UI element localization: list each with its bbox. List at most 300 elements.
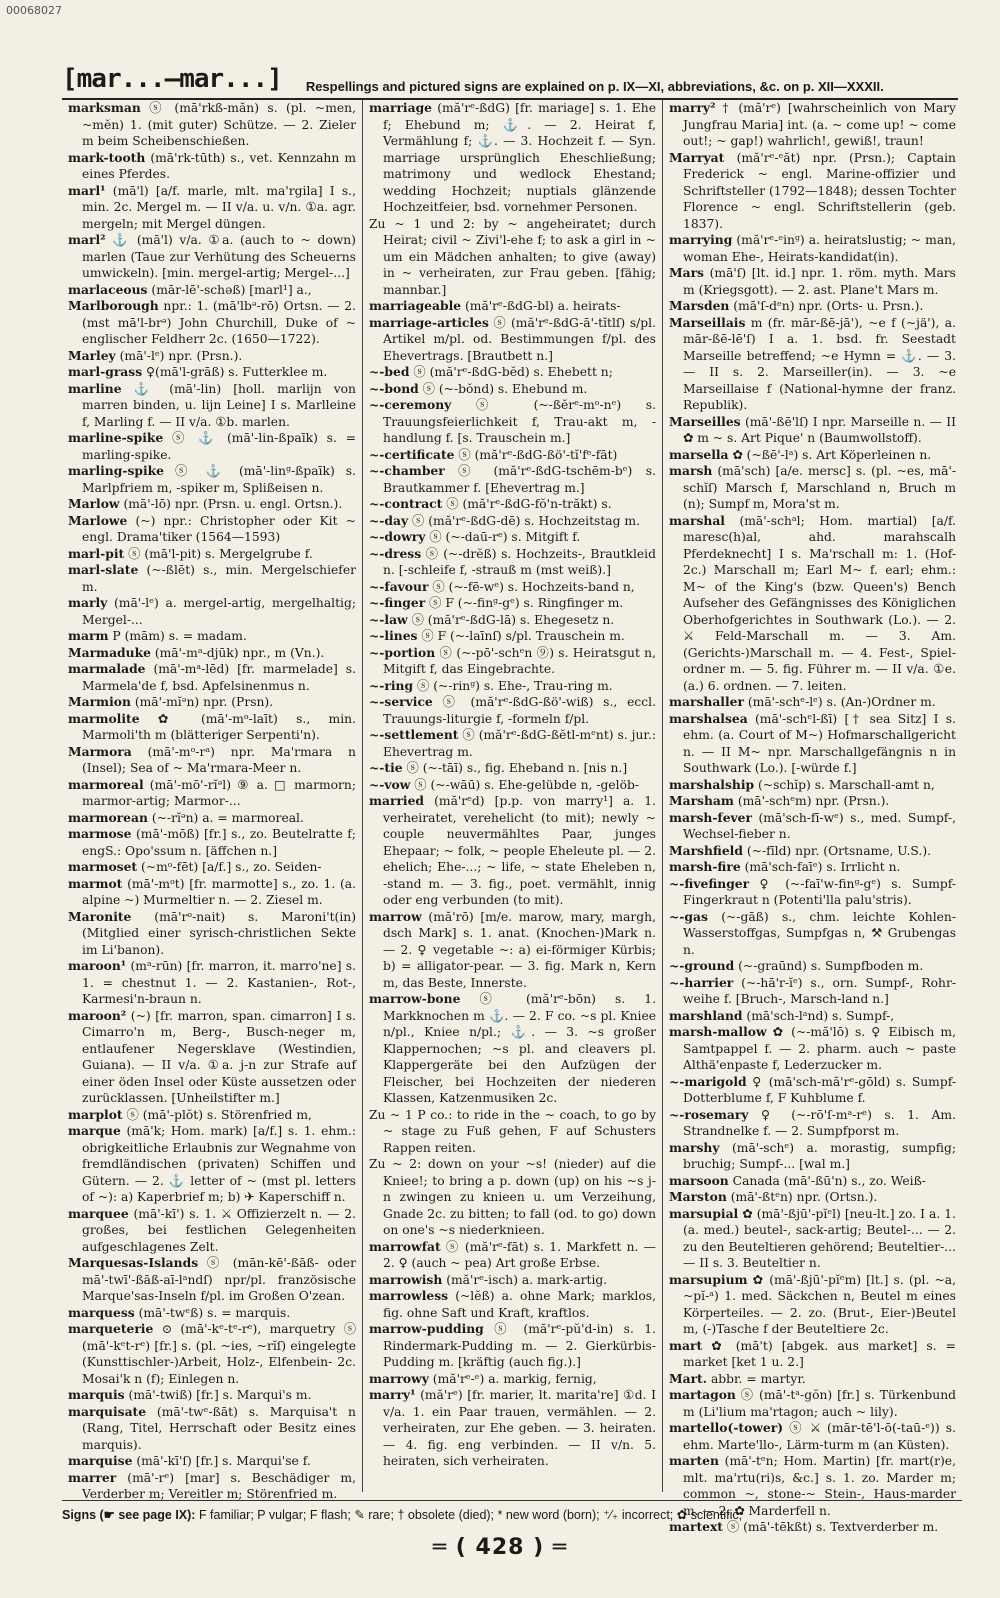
dictionary-entry (669, 314, 956, 414)
entry-headword: marsh-mallow (669, 1024, 767, 1039)
entry-headword: Marsham (669, 793, 734, 808)
entry-headword: marquess (68, 1304, 135, 1320)
entry-headword: ~-fivefinger (669, 875, 750, 891)
dictionary-entry (68, 463, 356, 496)
entry-headword: Marlow (68, 496, 120, 511)
entry-headword: marriage-articles (369, 314, 489, 330)
entry-headword: marsh (669, 463, 713, 478)
dictionary-entry (68, 232, 356, 282)
entry-definition: npr.: 1. (mā'lbᵊ-rō) Ortsn. — 2. (mst mā'l-brᵊ) John Churchill, Duke of ~ englischer Feldherr 2c. (1650—1722). (82, 299, 356, 346)
entry-definition: ⓢ (mā'rkß-măn) s. (pl. ~men, ~mĕn) 1. (mit guter) Schütze. — 2. Zieler m beim Scheibenschießen. (82, 101, 356, 148)
dictionary-entry (369, 628, 656, 645)
dictionary-entry (68, 1007, 356, 1107)
entry-headword: ~-settlement (369, 727, 459, 742)
entry-definition: P (mām) s. = madam. (112, 629, 247, 643)
header-note: Respellings and pictured signs are explained on p. IX—XI, abbreviations, &c. on p. XII—XXXII. (305, 79, 884, 94)
dictionary-entry (369, 644, 656, 678)
dictionary-entry (669, 842, 956, 860)
entry-definition: (~) [fr. marron, span. cimarron] I s. Cimarro'n m, Berg-, Busch-neger m, entlaufener Negersklave (Westindien, Guiana). — II v/a. ①a. j-n zur Strafe auf einer öden Insel oder Küste aussetzen oder zurücklassen. [Unheilstifter m.] (82, 1008, 356, 1105)
dictionary-entry (669, 1172, 956, 1190)
entry-headword: marshal (669, 512, 725, 528)
entry-definition: ⓢ (mă'rᵉ-ßdG-fŏ'n-trăkt) s. (446, 497, 612, 511)
entry-headword: marrowish (369, 1271, 443, 1287)
entry-headword: ~-certificate (369, 446, 455, 462)
entry-definition: (mār-lē'-schəß) [marl¹] a., (151, 282, 312, 297)
entry-definition: (mă'rᵉ-isch) a. mark-artig. (446, 1272, 608, 1287)
entry-definition: (mā'ſ-dᵉn) npr. (Orts- u. Prsn.). (733, 299, 924, 313)
entry-definition: (mᵃ-rūn) [fr. marron, it. marro'ne] s. 1. = chestnut 1. — 2. Kastanien-, Rot-, Karmesi'n-braun n. (82, 959, 356, 1006)
entry-definition: ✿ (mā't) [abgek. aus market] s. = market [ket 1 u. 2.] (683, 1338, 956, 1369)
entry-headword: marry¹ (369, 1387, 416, 1402)
dictionary-entry (369, 1238, 656, 1272)
dictionary-entry (68, 281, 356, 299)
entry-headword: marque (68, 1123, 121, 1138)
entry-definition: ⚓ (mā'l) v/a. ①a. (auch to ~ down) marlen (Taue zur Verhütung des Scheuerns umwickeln). [min. mergel-artig; Mergel-...] (82, 233, 356, 280)
dictionary-entry (669, 1271, 956, 1338)
dictionary-entry (669, 974, 956, 1008)
dictionary-entry (68, 562, 356, 595)
entry-headword: marrow (369, 908, 422, 924)
entry-definition: (mā'-schᵉ-lᵉ) s. (An-)Ordner m. (747, 695, 936, 709)
entry-headword: Marmora (68, 743, 132, 759)
dictionary-entry (369, 545, 656, 579)
dictionary-entry (369, 1271, 656, 1289)
entry-headword: marl-grass (68, 364, 143, 379)
dictionary-entry (68, 512, 356, 546)
dictionary-entry (669, 413, 956, 447)
dictionary-entry (68, 1403, 356, 1454)
dictionary-entry (669, 710, 956, 777)
dictionary-entry (369, 1107, 656, 1157)
entry-definition: ⓢ (mă'rᵉ-ßdG-lā) s. Ehegesetz n. (411, 612, 615, 627)
entry-headword: marrowless (369, 1288, 449, 1303)
entry-definition: ⓢ ⚓ (mā'-linᵍ-ßpaīk) s. Marlpfriem m, -spiker m, Splißeisen n. (82, 464, 356, 495)
entry-headword: ~-dress (369, 545, 422, 561)
entry-definition: ⚓ (mā'-lin) [holl. marlijn von marren binden, u. lijn Leine] I s. Marlleine f, Marling f. — II v/a. ①b. marlen. (82, 381, 356, 429)
entry-definition: (mā'-twᵉß) s. = marquis. (138, 1305, 291, 1320)
entry-definition: (mă'rᵉ-ßdG-bl) a. heirats- (464, 299, 621, 313)
entry-headword: marsoon (669, 1172, 729, 1188)
dictionary-entry (369, 512, 656, 530)
dictionary-entry (669, 958, 956, 975)
entry-definition: (mā'-twiß) [fr.] s. Marqui's m. (128, 1388, 312, 1402)
entry-definition: ♀ (~-faī'w-finᵍ-gᵉ) s. Sumpf-Fingerkraut n (Potenti'lla palu'stris). (683, 876, 956, 907)
entry-headword: marlaceous (68, 281, 148, 297)
entry-definition: (mā'-mᵃ-lēd) [fr. marmelade] s. Marmela'de f, bsd. Apfelsinenmus n. (82, 662, 356, 693)
dictionary-entry (369, 1156, 656, 1239)
dictionary-entry (669, 1139, 956, 1173)
entry-definition: (mā'l) [a/f. marle, mlt. ma'rgila] I s., min. 2c. Mergel m. — II v/a. u. v/n. ①a. agr. mergeln; mit Mergel düngen. (82, 183, 356, 231)
dictionary-entry (68, 1469, 356, 1503)
dictionary-entry (369, 694, 656, 727)
entry-headword: ~-day (369, 512, 409, 528)
entry-definition: (mā'-ßtᵉn) npr. (Ortsn.). (730, 1190, 878, 1204)
entry-definition: ⓢ F (~-finᵍ-gᵉ) s. Ringfinger m. (429, 596, 624, 610)
entry-definition: (mā'-tᵉn; Hom. Martin) [fr. mart(r)e, mlt. ma'rtu(ri)s, &c.] s. 1. zo. Marder m; common ~, stone-~ Stein-, Haus-marder m. — 2. ✿ Marderfell n. (683, 1454, 956, 1518)
entry-headword: Marryat (669, 149, 725, 165)
entry-definition: (mă'rᵉ) [fr. marier, lt. marita're] ①d. I v/a. 1. ein Paar trauen, vermählen. — 2. verheiraten, zur Ehe geben. — 3. heiraten. — 4. fig. eng verbinden. — II v/n. 5. heiraten, sich verheiraten. (383, 1388, 656, 1468)
entry-headword: Marmion (68, 694, 131, 709)
dictionary-entry (369, 1288, 656, 1321)
dictionary-entry (369, 677, 656, 695)
entry-definition: (mā'-twᵉ-ßāt) s. Marquisa't n (Rang, Titel, Herrschaft oder Besitz eines marquis). (82, 1404, 356, 1452)
entry-definition: ✿ (mā'-ßjū'-pĭᵉm) [lt.] s. (pl. ~a, ~pĭ-ᵃ) 1. med. Säckchen n, Beutel m eines Körperteiles. — 2. zo. (Brut-, Eier-)Beutel m, (-)Tasche f der Beuteltiere 2c. (683, 1272, 956, 1336)
entry-definition: m (fr. mār-ßē-jā'), ~e f (~jä'), a. mār-ßē-lē'ſ) I a. 1. bsd. fr. Seestadt Marseille betreffend; ~e Hymn = ⚓. — 3. — II s. 2. Marseiller(in). — 3. ~e Marseillaise f (National-hymne der franz. Republik). (683, 315, 956, 412)
entry-headword: Marston (669, 1189, 727, 1204)
entry-definition: (mā'-mᵒ-rᵃ) npr. Ma'rmara n (Insel); Sea of ~ Ma'rmara-Meer n. (82, 744, 356, 775)
entry-headword: marquis (68, 1387, 125, 1402)
entry-definition: ⓢ (mā'-tēkßt) s. Textverderber m. (726, 1520, 939, 1534)
entry-definition: (mā'-mĭᵊn) npr. (Prsn). (134, 695, 274, 709)
dictionary-entry (68, 1255, 356, 1305)
signs-legend (62, 1500, 962, 1522)
entry-definition: ⓢ (mă'rᵉ-ßdG-bĕd) s. Ehebett n; (413, 365, 613, 379)
entry-headword: marplot (68, 1106, 123, 1122)
entry-definition: ⓢ (~-bŏnd) s. Ehebund m. (422, 381, 588, 396)
dictionary-entry (68, 496, 356, 513)
entry-definition: (mā'ſ) [lt. id.] npr. 1. röm. myth. Mars m (Kriegsgott). — 2. ast. Plane't Mars m. (683, 266, 956, 297)
entry-headword: marquise (68, 1453, 133, 1468)
dictionary-entry (369, 760, 656, 777)
entry-headword: ~-gas (669, 908, 708, 924)
entry-definition: ⓢ (mă'rᵉ-ßdG-ßĕtl-mᵉnt) s. jur.: Ehevertrag m. (383, 728, 656, 759)
entry-definition: (mā'-schᵉ) a. morastig, sumpfig; bruchig; Sumpf-... [wal m.] (683, 1140, 956, 1171)
entry-definition: (mă'rᵉ-ßdG) [fr. mariage] s. 1. Ehe f; Ehebund m; ⚓. — 2. Heirat f, Vermählung f; ⚓. — 3. Hochzeit f. — Syn. marriage ursprünglich Eheschließung; matrimony und wedlock Ehestand; wedding Hochzeit; nuptials glänzende Hochzeitfeier, bsd. vornehmer Personen. (383, 101, 656, 214)
entry-headword: ~-chamber (369, 463, 445, 478)
entry-headword: marshland (669, 1007, 743, 1023)
entry-headword: ~-rosemary (669, 1106, 749, 1122)
entry-definition: (mā'rᵒ-nait) s. Maroni't(in) (Mitglied einer syrisch-christlichen Sekte im Li'banon). (82, 909, 356, 957)
entry-definition: (mā'-mōß) [fr.] s., zo. Beutelratte f; engS.: Opo'ssum n. [äffchen n.] (82, 827, 356, 858)
entry-headword: marmolite (68, 710, 140, 726)
dictionary-entry (68, 298, 356, 348)
dictionary-entry (669, 809, 956, 843)
dictionary-entry (669, 232, 956, 265)
dictionary-entry (68, 628, 356, 645)
entry-definition: (mā'-lᵉ) a. mergel-artig, mergelhaltig; Mergel-... (82, 596, 356, 627)
entry-headword: ~-marigold (669, 1073, 747, 1089)
dictionary-entry (669, 463, 956, 513)
entry-definition: ⓢ (~-tāī) s., fig. Eheband n. [nis n.] (406, 761, 628, 775)
entry-headword: ~-ceremony (369, 397, 452, 412)
entry-definition: ⓢ (mă'rᵉ-ßdG-ā'-tĭtlſ) s/pl. Artikel m/pl. od. Bestimmungen f/pl. des Ehevertrags. [Brautbett n.] (383, 315, 656, 363)
entry-headword: marten (669, 1453, 719, 1468)
entry-definition: ⓢ (mă'rᵉ-ßdG-ßö'-tĭ'fᵉ-fāt) (458, 447, 618, 462)
dictionary-entry (68, 710, 356, 744)
entry-definition: (~-gāß) s., chm. leichte Kohlen-Wasserstoffgas, Sumpfgas n, ⚒ Grubengas n. (683, 909, 956, 957)
entry-headword: marmose (68, 826, 132, 841)
entry-headword: ~-vow (369, 776, 411, 792)
entry-headword: marmalade (68, 661, 146, 676)
entry-definition: ⓢ (~-rinᵍ) s. Ehe-, Trau-ring m. (417, 678, 613, 693)
page-header (62, 58, 958, 100)
entry-definition: ⊙ (mā'-kᵉ-tᵉ-rᵉ), marquetry ⓢ (mā'-kᵉt-rᵉ) [fr.] s. (pl. ~ies, ~rĭſ) eingelegte (Kunsttischler-)Arbeit, Holz-, Elfenbein- 2c. Mosai'k n (f); Einlegen n. (82, 1322, 356, 1386)
entry-headword: marsupium (669, 1271, 748, 1287)
entry-headword: marrowy (369, 1370, 429, 1386)
entry-definition: ⓢ (~-ßĕrᵉ-mᵒ-nᵉ) s. Trauungsfeierlichkeit f, Trau-akt m, -handlung f. [s. Trauschein m.] (383, 398, 656, 445)
entry-headword: ~-dowry (369, 529, 426, 544)
entry-definition: † (mă'rᵉ) [wahrscheinlich von Mary Jungfrau Maria] int. (a. ~ come up! ~ come out!; ~ gap!) wahrlich!, gewiß!, traun! (683, 101, 956, 148)
dictionary-entry (68, 430, 356, 463)
entry-headword: ~-ground (669, 958, 735, 973)
dictionary-entry (68, 545, 356, 563)
dictionary-entry (369, 908, 656, 992)
entry-definition: ⓢ (mā'-plŏt) s. Störenfried m, (126, 1107, 312, 1122)
entry-definition: ⓢ (mă'rᵉ-bōn) s. 1. Markknochen m ⚓. — 2. F co. ~s pl. Kniee n/pl., Kniee n/pl.; ⚓. — 3. ~s großer Klappernochen; ~s pl. and cleavers pl. Klappergeräte bei den Aufzügen der Fleischer, bei Hochzeiten der niederen Klassen, Katzenmusiken 2c. (383, 992, 656, 1105)
entry-headword: Marseilles (669, 413, 741, 429)
entry-headword: marl-slate (68, 562, 139, 577)
entry-definition: (~schĭp) s. Marschall-amt n, (758, 777, 935, 792)
dictionary-entry (669, 793, 956, 810)
dictionary-entry (68, 1106, 356, 1124)
dictionary-entry (68, 776, 356, 810)
entry-definition: ⓢ (mă'rᵉ-fāt) s. 1. Markfett n. — 2. ♀ (auch ~ pea) Art große Erbse. (383, 1239, 656, 1270)
dictionary-entry (369, 1387, 656, 1470)
entry-headword: marly (68, 595, 108, 610)
dictionary-entry (68, 875, 356, 909)
dictionary-entry (68, 1123, 356, 1206)
entry-headword: marsh-fever (669, 809, 752, 825)
dictionary-entry (669, 908, 956, 959)
entry-definition: ✿ (~-mă'lō) s. ♀ Eibisch m, Samtpappel f. — 2. pharm. auch ~ paste Althä'enpaste f, Lederzucker m. (683, 1025, 956, 1072)
entry-headword: ~-law (369, 611, 408, 627)
entry-definition: (mā'-schᵉl-ßī) [† sea Sitz] I s. ehm. (a. Court of M~) Hofmarschallgericht n. — II M~ npr. Marschallgefängnis n in Southwark (Lo.). [-würde f.] (683, 711, 956, 775)
entry-headword: Marshfield (669, 842, 743, 858)
entry-headword: ~-tie (369, 760, 403, 775)
entry-definition: (mā'-schᵃl; Hom. martial) [a/f. maresc(h)al, ahd. marahscalh Pferdeknecht] I s. Ma'rschall m: 1. (Hof- 2c.) Marschall m; Earl M~ f. earl; ehm.: M~ of the King's (bzw. Queen's) Bench Aufseher des Gefängnisses des Königlichen Oberhofgerichtes in Southwark (Lo.). — 2. ⚔ Feld-Marschall m. — 3. Am. (Gerichts-)Marschall m. — 4. Fest-, Spiel-ordner m. — 5. fig. Führer m. — II v/a. ①e.(a.) 6. ordnen. — 7. leiten. (683, 513, 956, 693)
entry-headword: ~-lines (369, 628, 418, 643)
entry-definition: (mā'-schᵉm) npr. (Prsn.). (737, 794, 890, 808)
entry-definition: ⓢ (mă'rᵉ-ßdG-dē) s. Hochzeitstag m. (412, 513, 640, 528)
dictionary-entry (669, 776, 956, 794)
entry-definition: (mā'-lᵉ) npr. (Prsn.). (119, 348, 243, 363)
dictionary-entry (369, 611, 656, 629)
column-left (62, 100, 362, 1501)
entry-definition: ♀ (mā'sch-mă'rᵉ-gōld) s. Sumpf-Dotterblume f, F Kuhblume f. (683, 1074, 956, 1105)
entry-definition: (mā'-mᵒt) [fr. marmotte] s., zo. 1. (a. alpine ~) Murmeltier n. — 2. Ziesel m. (82, 876, 356, 907)
entry-headword: ~-bed (369, 364, 410, 379)
dictionary-entry (669, 1007, 956, 1025)
entry-headword: marriageable (369, 298, 462, 313)
entry-definition: (~-ßlēt) s., min. Mergelschiefer m. (82, 563, 356, 594)
entry-definition: ⓢ (~-drĕß) s. Hochzeits-, Brautkleid n. [-schleife f, -strauß m (mst weiß).] (383, 546, 656, 577)
entry-definition: ⓢ (mă'rᵉ-ßdG-tschēm-bᵉ) s. Brautkammer f. [Ehevertrag m.] (383, 464, 656, 495)
entry-headword: Marley (68, 347, 116, 363)
entry-headword: Marseillais (669, 314, 746, 330)
dictionary-entry (68, 182, 356, 233)
entry-headword: ~-favour (369, 578, 429, 594)
scan-id: 00068027 (6, 4, 62, 17)
dictionary-entry (68, 1453, 356, 1470)
entry-headword: marm (68, 628, 109, 643)
dictionary-entry (369, 595, 656, 612)
dictionary-entry (68, 809, 356, 827)
entry-headword: marrying (669, 232, 733, 247)
entry-headword: mart (669, 1337, 703, 1353)
dictionary-entry (669, 298, 956, 315)
entry-headword: martext (669, 1519, 723, 1534)
dictionary-entry (68, 364, 356, 381)
dictionary-entry (669, 1420, 956, 1453)
dictionary-entry (669, 1337, 956, 1371)
entry-headword: maroon² (68, 1007, 127, 1023)
dictionary-entry (669, 1024, 956, 1074)
entry-definition: ⓢ (~-daū-rᵉ) s. Mitgift f. (429, 530, 581, 544)
dictionary-entry (669, 512, 956, 695)
entry-definition: ⓢ (mā'l-pit) s. Mergelgrube f. (128, 546, 313, 561)
entry-headword: Mart. (669, 1370, 708, 1386)
entry-definition: ⓢ ⚔ (mār-tē'l-ō(-taū-ᵉ)) s. ehm. Marte'llo-, Lärm-turm m (an Küsten). (683, 1421, 956, 1452)
entry-definition: (~lĕß) a. ohne Mark; marklos, fig. ohne Saft und Kraft, kraftlos. (383, 1289, 656, 1320)
entry-definition: (mā'-mᵃ-djūk) npr., m (Vn.). (154, 645, 325, 660)
entry-headword: ~-contract (369, 496, 443, 511)
dictionary-entry (369, 216, 656, 299)
entry-definition: ⓢ (~-pō'-schᵉn ⑨) s. Heiratsgut n, Mitgift f, das Eingebrachte. (383, 645, 656, 676)
dictionary-entry (369, 463, 656, 496)
entry-headword: Marquesas-Islands (68, 1255, 199, 1270)
dictionary-entry (669, 446, 956, 464)
entry-headword: ~-bond (369, 380, 419, 396)
entry-headword: Maronite (68, 908, 132, 924)
dictionary-entry (68, 958, 356, 1008)
entry-headword: marling-spike (68, 463, 164, 478)
entry-headword: marquisate (68, 1403, 147, 1419)
dictionary-entry (369, 446, 656, 464)
entry-headword: marmoset (68, 859, 138, 874)
entry-definition: (mă'rᵉ-ᵉ) a. markig, fernig, (432, 1371, 597, 1386)
entry-definition: Canada (mā'-ßū'n) s., zo. Weiß- (732, 1173, 926, 1188)
entry-headword: Mars (669, 265, 704, 280)
entry-headword: marrer (68, 1469, 117, 1485)
entry-headword: marshaller (669, 694, 744, 709)
column-middle (362, 100, 662, 1492)
entry-definition: ⓢ F (~-laīnſ) s/pl. Trauschein m. (421, 629, 625, 643)
entry-definition: (mā'-rᵉ) [mar] s. Beschädiger m, Verderber m; Vereitler m; Störenfried m. (82, 1470, 356, 1501)
entry-definition: (~-graūnd) s. Sumpfboden m. (738, 959, 924, 973)
entry-definition: (~mᵒ-fēt) [a/f.] s., zo. Seiden- (141, 860, 322, 874)
entry-headword: Marsden (669, 298, 730, 313)
column-right (662, 100, 962, 1534)
entry-definition: ⓢ (mă'rᵉ-ßdG-ßö'-wiß) s., eccl. Trauungs-liturgie f, -formeln f/pl. (383, 695, 656, 726)
entry-definition: (mă'rᵉ-ᵉăt) npr. (Prsn.); Captain Frederick ~ engl. Marine-offizier und Schriftsteller (1792—1848); dessen Tochter Florence ~ engl. Schriftstellerin (geb. 1837). (683, 150, 956, 231)
entry-definition: (~) npr.: Christopher oder Kit ~ engl. Drama'tiker (1564—1593) (82, 513, 356, 544)
entry-definition: ⓢ (mā'-tᵃ-gŏn) [fr.] s. Türkenbund m (Li'lium ma'rtagon; auch ~ lily). (683, 1388, 956, 1419)
dictionary-entry (369, 578, 656, 596)
entry-definition: (mā'sch) [a/e. mersc] s. (pl. ~es, mā'-schĭſ) Marsch f, Marschland n, Bruch m (n); Sumpf m, Mora'st m. (683, 464, 956, 511)
entry-headword: marshalship (669, 776, 755, 792)
entry-definition: (mā'-kī'ſ) [fr.] s. Marqui'se f. (136, 1454, 311, 1468)
entry-definition: ⓢ (~-wāū) s. Ehe-gelübde n, -gelöb- (414, 777, 640, 792)
entry-headword: martello(-tower) (669, 1420, 784, 1435)
dictionary-entry (369, 314, 656, 365)
entry-headword: marmorean (68, 809, 148, 825)
dictionary-entry (369, 298, 656, 315)
dictionary-entry (369, 397, 656, 447)
dictionary-entry (68, 694, 356, 711)
dictionary-entry (369, 1370, 656, 1388)
entry-headword: marksman (68, 100, 141, 115)
dictionary-entry (68, 1304, 356, 1322)
entry-definition: (mā'sch-lᵃnd) s. Sumpf-, (746, 1008, 895, 1023)
entry-headword: martagon (669, 1387, 736, 1402)
entry-definition: (mā'sch-faīᵉ) s. Irrlicht n. (744, 860, 901, 874)
dictionary-entry (68, 347, 356, 365)
entry-headword: marmot (68, 875, 123, 891)
header-range: [mar...—mar...] (62, 64, 282, 94)
entry-definition: Zu ~ 2: down on your ~s! (nieder) auf die Kniee!; to bring a p. down (up) on his ~s j-n zwingen zu knieen u. um Verzeihung, Gnade 2c. zu bitten; to fall (od. to go) down on one's ~s niederknieen. (369, 1157, 656, 1237)
entry-headword: Marlowe (68, 512, 128, 528)
dictionary-entry (369, 364, 656, 381)
dictionary-entry (669, 1387, 956, 1420)
entry-definition: ✿ (mā'-mᵒ-laīt) s., min. Marmoli'th m (blätteriger Serpenti'n). (82, 711, 356, 742)
dictionary-entry (669, 100, 956, 150)
dictionary-entry (669, 859, 956, 876)
page-number: ═ ( 428 ) ═ (432, 1535, 568, 1560)
entry-headword: marsupial (669, 1205, 739, 1221)
dictionary-entry (369, 727, 656, 760)
dictionary-entry (369, 776, 656, 794)
dictionary-entry (369, 991, 656, 1107)
entry-headword: marqueterie (68, 1321, 154, 1336)
dictionary-entry (669, 1106, 956, 1140)
dictionary-entry (369, 793, 656, 909)
entry-definition: ♀ (~-rō'ſ-mᵃ-rᵉ) s. 1. Am. Strandnelke f. — 2. Sumpfporst m. (683, 1107, 956, 1138)
dictionary-entry (669, 875, 956, 909)
entry-headword: marshy (669, 1139, 720, 1155)
entry-definition: Zu ~ 1 P co.: to ride in the ~ coach, to go by ~ stage zu Fuß gehen, F auf Schusters Rappen reiten. (369, 1107, 656, 1155)
dictionary-entry (68, 1387, 356, 1404)
entry-definition: ✿ (mā'-ßjū'-pĭᵉl) [neu-lt.] zo. I a. 1. (a. med.) beutel-, sack-artig; Beutel-... — 2. zu den Beuteltieren gehörend; Beuteltier-... — II s. 3. Beuteltier n. (683, 1206, 956, 1270)
dictionary-entry (369, 380, 656, 398)
entry-headword: Marlborough (68, 298, 159, 313)
entry-definition: ⓢ (mān-kē'-ßāß- oder mā'-twī'-ßāß-aī-lᵃndſ) npr/pl. französische Marque'sas-Inseln f/pl. im Großen O'zean. (82, 1256, 356, 1303)
entry-definition: (mā'rk-tūth) s., vet. Kennzahn m eines Pferdes. (82, 150, 356, 181)
entry-headword: maroon¹ (68, 958, 127, 973)
dictionary-entry (669, 265, 956, 298)
entry-definition: (mā'-lō) npr. (Prsn. u. engl. Ortsn.). (123, 497, 343, 511)
entry-headword: marriage (369, 100, 432, 115)
signs-legend-label: Signs (☛ see page IX): (62, 1508, 196, 1522)
entry-headword: marsella (669, 446, 729, 462)
dictionary-entry (369, 1321, 656, 1371)
dictionary-entry (669, 1073, 956, 1107)
dictionary-entry (68, 1321, 356, 1387)
entry-definition: ♀(mā'l-grāß) s. Futterklee m. (146, 365, 328, 379)
entry-headword: marquee (68, 1205, 129, 1221)
entry-definition: (mă'rᵉd) [p.p. von marry¹] a. 1. verheiratet, verehelicht (to mit); newly ~ couple neuvermähltes Paar, junges Ehepaar; ~ folk, ~ people Eheleute pl. — 2. ehelich; Ehe-...; ~ life, ~ state Eheleben n, -stand m. — 3. fig., poet. vermählt, innig oder eng verbunden (to mit). (383, 794, 656, 907)
entry-headword: marsh-fire (669, 859, 741, 874)
entry-definition: (mă'rō) [m/e. marow, mary, margh, dsch Mark] s. 1. anat. (Knochen-)Mark n. — 2. ♀ vegetable ~: a) ei-förmiger Kürbis; b) = alligator-pear. — 3. fig. Mark n, Kern m, das Beste, Innerste. (383, 909, 656, 990)
entry-headword: marry² (669, 100, 716, 115)
entry-definition: Zu ~ 1 und 2: by ~ angeheiratet; durch Heirat; civil ~ Zivi'l-ehe f; to ask a girl in ~ um ein Mädchen anhalten; to give (away) in ~ verheiraten, zur Frau geben. [fähig; mannbar.] (369, 216, 656, 297)
entry-definition: (mā'-mō'-rĭᵊl) ⑨ a. □ marmorn; marmor-artig; Marmor-... (82, 777, 356, 808)
entry-headword: marl² (68, 232, 106, 247)
dictionary-entry (68, 908, 356, 959)
entry-definition: (mă'rᵉ-ᵉinᵍ) a. heiratslustig; ~ man, woman Ehe-, Heirats-kandidat(in). (683, 233, 956, 264)
entry-headword: marrow-pudding (369, 1321, 484, 1336)
dictionary-entry (669, 1205, 956, 1272)
entry-definition: (mā'sch-fī-wᵉ) s., med. Sumpf-, Wechsel-fieber n. (683, 810, 956, 841)
dictionary-entry (68, 826, 356, 859)
entry-headword: mark-tooth (68, 149, 146, 165)
dictionary-entry (68, 149, 356, 183)
entry-definition: (mā'-kī') s. 1. ⚔ Offizierzelt n. — 2. großes, bei festlichen Gelegenheiten aufgeschlagenes Zelt. (82, 1206, 356, 1254)
dictionary-entry (68, 1205, 356, 1256)
signs-legend-text: F familiar; P vulgar; F flash; ✎ rare; † obsolete (died); * new word (born); ⁺⁄₊ incorrect; ✿ scientific; (198, 1508, 743, 1522)
entry-definition: (~-rĭᵊn) a. = marmoreal. (151, 810, 304, 825)
entry-definition: ⓢ (mă'rᵉ-pŭ'd-in) s. 1. Rindermark-Pudding m. — 2. Gierkürbis-Pudding m. [kräftig (auch fig.).] (383, 1322, 656, 1369)
dictionary-entry (369, 496, 656, 513)
